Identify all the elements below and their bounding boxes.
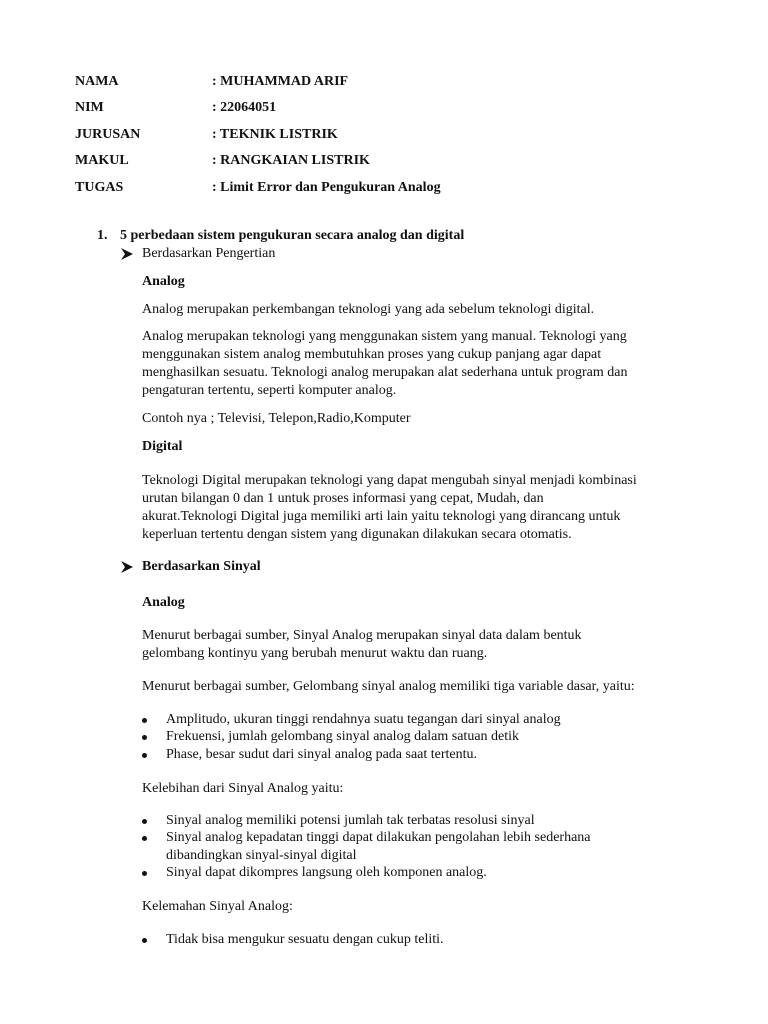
info-row-makul	[75, 148, 695, 175]
text-line: menghasilkan sesuatu. Teknologi analog merupakan alat sederhana untuk program dan	[142, 365, 628, 380]
bullet-icon	[142, 819, 147, 824]
text-line: Analog merupakan teknologi yang menggunakan sistem yang manual. Teknologi yang	[142, 329, 627, 344]
info-label: NAMA	[75, 73, 119, 89]
text-line: keperluan tertentu dengan sistem yang digunakan dilakukan secara otomatis.	[142, 527, 572, 542]
paragraph-disadvantages-title: Kelemahan Sinyal Analog:	[142, 899, 293, 914]
bullet-icon	[142, 735, 147, 740]
text-line: gelombang kontinyu yang berubah menurut waktu dan ruang.	[142, 646, 488, 661]
info-label: MAKUL	[75, 153, 129, 169]
list-item: Amplitudo, ukuran tinggi rendahnya suatu tegangan dari sinyal analog	[142, 711, 712, 728]
paragraph-example: Contoh nya ; Televisi, Telepon,Radio,Komputer	[142, 411, 411, 426]
variables-list	[142, 711, 712, 763]
paragraph-advantages-title: Kelebihan dari Sinyal Analog yaitu:	[142, 781, 344, 796]
list-item: Phase, besar sudut dari sinyal analog pada saat tertentu.	[142, 746, 712, 763]
info-value: : RANGKAIAN LISTRIK	[212, 153, 370, 169]
info-label: TUGAS	[75, 179, 124, 195]
disadvantages-list	[142, 931, 712, 948]
question-title: 5 perbedaan sistem pengukuran secara analog dan digital	[120, 228, 465, 243]
list-item: Frekuensi, jumlah gelombang sinyal analog dalam satuan detik	[142, 728, 712, 745]
bullet-icon	[142, 753, 147, 758]
list-item: Sinyal analog memiliki potensi jumlah tak terbatas resolusi sinyal	[142, 812, 712, 829]
text-line: urutan bilangan 0 dan 1 untuk proses informasi yang cepat, Mudah, dan	[142, 491, 544, 506]
paragraph-analog-definition	[142, 328, 712, 400]
bullet-icon	[142, 836, 147, 841]
list-item: Sinyal dapat dikompres langsung oleh komponen analog.	[142, 864, 712, 881]
text-line: akurat.Teknologi Digital juga memiliki arti lain yaitu teknologi yang dirancang untuk	[142, 509, 621, 524]
bullet-icon	[142, 938, 147, 943]
info-value: : TEKNIK LISTRIK	[212, 126, 338, 142]
info-label: JURUSAN	[75, 126, 141, 142]
arrow-bullet-icon	[120, 247, 134, 261]
paragraph: Menurut berbagai sumber, Gelombang sinyal analog memiliki tiga variable dasar, yaitu:	[142, 679, 635, 694]
text-line: menggunakan sistem analog membutuhkan proses yang cukup panjang agar dapat	[142, 347, 602, 362]
info-value: : MUHAMMAD ARIF	[212, 73, 349, 89]
section-heading: Berdasarkan Sinyal	[142, 559, 261, 574]
paragraph-digital-definition	[142, 472, 712, 544]
list-item: Tidak bisa mengukur sesuatu dengan cukup teliti.	[142, 931, 712, 948]
info-row-jurusan	[75, 121, 695, 148]
paragraph-signal-definition	[142, 627, 712, 663]
list-item: Sinyal analog kepadatan tinggi dapat dilakukan pengolahan lebih sederhana	[142, 829, 712, 846]
info-row-nama	[75, 68, 695, 95]
info-value: : Limit Error dan Pengukuran Analog	[212, 179, 441, 195]
text-line: Teknologi Digital merupakan teknologi yang dapat mengubah sinyal menjadi kombinasi	[142, 473, 637, 488]
section-heading: Berdasarkan Pengertian	[142, 246, 276, 261]
subheading-digital: Digital	[142, 439, 183, 454]
arrow-bullet-icon	[120, 560, 134, 574]
advantages-list	[142, 812, 712, 881]
student-info	[75, 68, 695, 201]
subheading-analog: Analog	[142, 274, 185, 289]
info-value: : 22064051	[212, 100, 277, 116]
info-row-nim	[75, 95, 695, 122]
list-item-continuation: dibandingkan sinyal-sinyal digital	[166, 847, 357, 863]
info-row-tugas	[75, 174, 695, 201]
subheading-analog: Analog	[142, 595, 185, 610]
paragraph: Analog merupakan perkembangan teknologi yang ada sebelum teknologi digital.	[142, 302, 595, 317]
question-number: 1.	[97, 228, 108, 243]
text-line: Menurut berbagai sumber, Sinyal Analog merupakan sinyal data dalam bentuk	[142, 628, 582, 643]
bullet-icon	[142, 718, 147, 723]
bullet-icon	[142, 871, 147, 876]
info-label: NIM	[75, 100, 104, 116]
text-line: pengaturan tertentu, seperti komputer analog.	[142, 383, 397, 398]
